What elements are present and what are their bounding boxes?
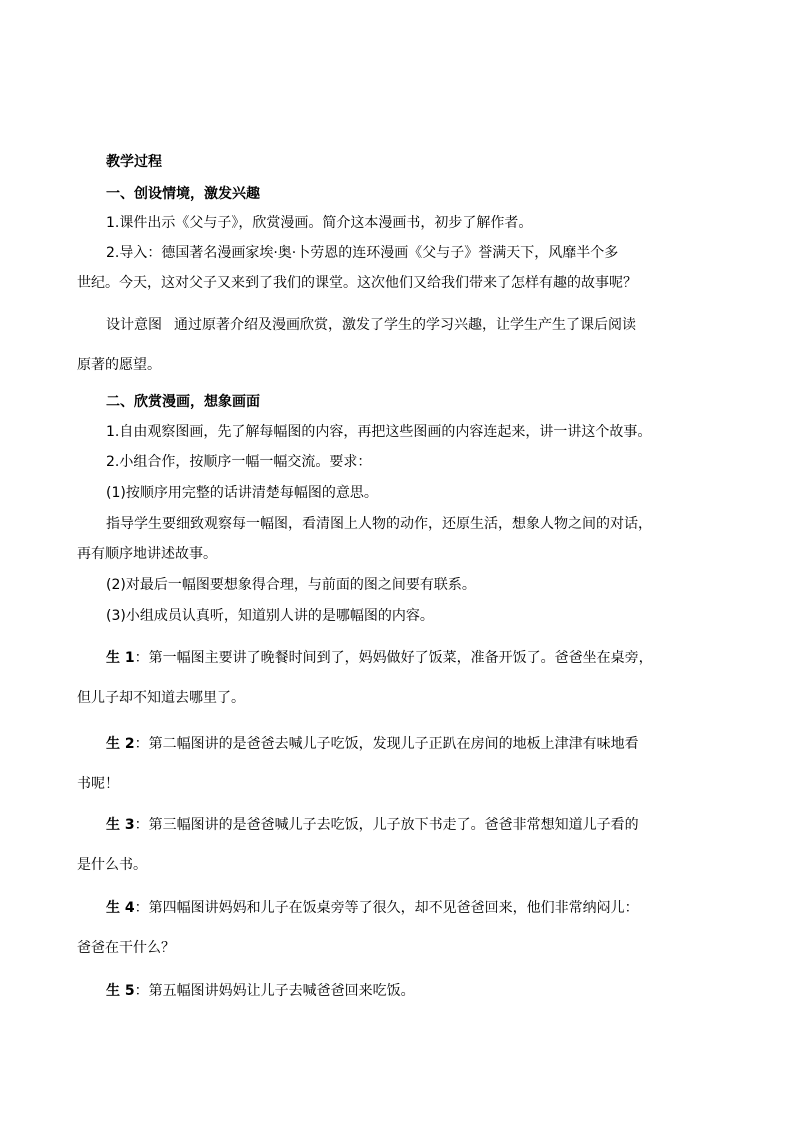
student-5-line-1: [106, 981, 756, 1001]
design-intent-text: 通过原著介绍及漫画欣赏，激发了学生的学习兴趣，让学生产生了课后阅读: [174, 317, 636, 333]
requirement-3: (3)小组成员认真听，知道别人讲的是哪幅图的内容。: [106, 608, 434, 624]
student-4-text: ：第四幅图讲妈妈和儿子在饭桌旁等了很久，却不见爸爸回来，他们非常纳闷儿：: [134, 900, 639, 916]
student-1-text: ：第一幅图主要讲了晚餐时间到了，妈妈做好了饭菜，准备开饭了。爸爸坐在桌旁，: [134, 650, 653, 666]
section-2-item-1: 1.自由观察图画，先了解每幅图的内容，再把这些图画的内容连起来，讲一讲这个故事。: [106, 424, 652, 440]
student-2-text: ：第二幅图讲的是爸爸去喊儿子吃饭，发现儿子正趴在房间的地板上津津有味地看: [134, 736, 639, 752]
student-2-line-1: [106, 734, 756, 754]
student-1-line-2: 但儿子却不知道去哪里了。: [77, 690, 245, 706]
student-3-label: 生 3: [106, 817, 135, 833]
design-intent-line-2: 原著的愿望。: [77, 357, 161, 373]
student-4-line-2: 爸爸在干什么？: [77, 940, 175, 956]
section-1-item-2-line-1: 2.导入：德国著名漫画家埃·奥·卜劳恩的连环漫画《父与子》誉满天下，风靡半个多: [106, 245, 619, 261]
guidance-line-2: 再有顺序地讲述故事。: [77, 546, 217, 562]
student-3-text: ：第三幅图讲的是爸爸喊儿子去吃饭，儿子放下书走了。爸爸非常想知道儿子看的: [134, 817, 639, 833]
student-1-line-1: [106, 648, 756, 668]
guidance-line-1: 指导学生要细致观察每一幅图，看清图上人物的动作，还原生活，想象人物之间的对话，: [106, 516, 652, 532]
student-3-line-1: [106, 815, 756, 835]
student-3-line-2: 是什么书。: [77, 857, 147, 873]
student-4-line-1: [106, 898, 756, 918]
design-intent-label: 设计意图: [106, 317, 162, 333]
section-1-item-2-line-2: 世纪。今天，这对父子又来到了我们的课堂。这次他们又给我们带来了怎样有趣的故事呢？: [77, 275, 637, 291]
page-heading: 教学过程: [106, 154, 162, 170]
student-1-label: 生 1: [106, 650, 135, 666]
student-5-text: ：第五幅图讲妈妈让儿子去喊爸爸回来吃饭。: [134, 983, 415, 999]
section-2-item-2: 2.小组合作，按顺序一幅一幅交流。要求：: [106, 454, 372, 470]
student-2-line-2: 书呢！: [77, 776, 119, 792]
requirement-1: (1)按顺序用完整的话讲清楚每幅图的意思。: [106, 485, 378, 501]
student-5-label: 生 5: [106, 983, 135, 999]
section-2-title: 二、欣赏漫画，想象画面: [106, 394, 260, 410]
requirement-2: (2)对最后一幅图要想象得合理，与前面的图之间要有联系。: [106, 577, 476, 593]
student-4-label: 生 4: [106, 900, 135, 916]
section-1-title: 一、创设情境，激发兴趣: [106, 186, 260, 202]
section-1-item-1: 1.课件出示《父与子》，欣赏漫画。简介这本漫画书，初步了解作者。: [106, 215, 533, 231]
student-2-label: 生 2: [106, 736, 135, 752]
design-intent-line-1: [106, 315, 756, 335]
